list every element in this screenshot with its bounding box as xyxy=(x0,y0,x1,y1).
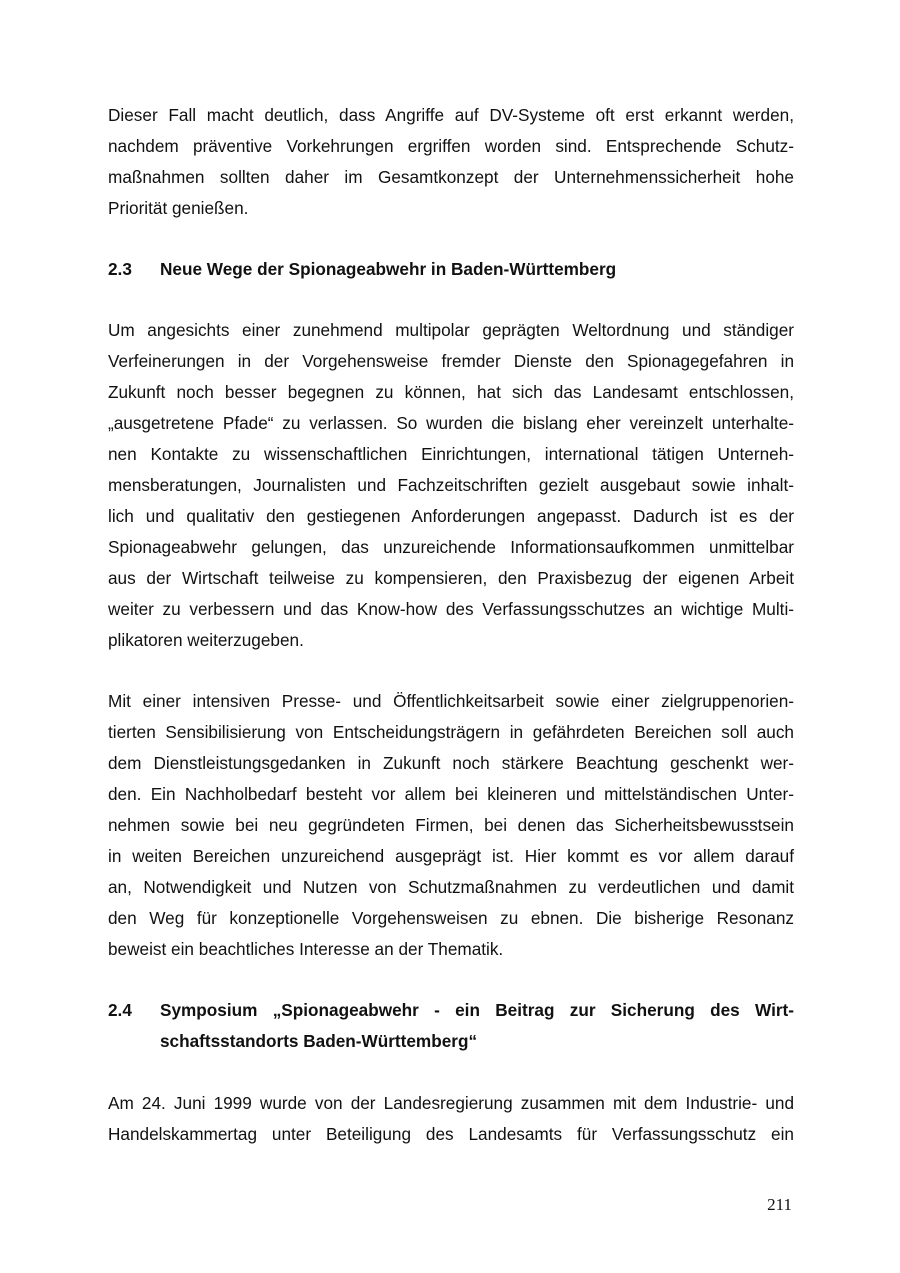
text-line: Verfeinerungen in der Vorgehensweise fremder Dienste den Spionagegefahren in xyxy=(108,351,794,371)
text-line: dem Dienstleistungsgedanken in Zukunft noch stärkere Beachtung geschenkt wer- xyxy=(108,753,794,773)
text-line: den Weg für konzeptionelle Vorgehensweisen zu ebnen. Die bisherige Resonanz xyxy=(108,908,794,928)
page-number: 211 xyxy=(767,1195,792,1214)
section-number: 2.4 xyxy=(108,1000,132,1020)
section-heading-2-4 xyxy=(108,995,794,1057)
text-line: tierten Sensibilisierung von Entscheidungsträgern in gefährdeten Bereichen soll auch xyxy=(108,722,794,742)
paragraph-presse xyxy=(108,686,794,965)
text-line: den. Ein Nachholbedarf besteht vor allem bei kleineren und mittelständischen Unter- xyxy=(108,784,794,804)
text-line: nachdem präventive Vorkehrungen ergriffen worden sind. Entsprechende Schutz- xyxy=(108,136,794,156)
text-line: plikatoren weiterzugeben. xyxy=(108,630,304,650)
text-line: nen Kontakte zu wissenschaftlichen Einrichtungen, international tätigen Unterneh- xyxy=(108,444,794,464)
document-page xyxy=(108,100,794,1150)
text-line: aus der Wirtschaft teilweise zu kompensieren, den Praxisbezug der eigenen Arbeit xyxy=(108,568,794,588)
text-line: nehmen sowie bei neu gegründeten Firmen, bei denen das Sicherheitsbewusstsein xyxy=(108,815,794,835)
text-line: beweist ein beachtliches Interesse an der Thematik. xyxy=(108,939,504,959)
text-line: weiter zu verbessern und das Know-how des Verfassungsschutzes an wichtige Multi- xyxy=(108,599,794,619)
text-line: Zukunft noch besser begegnen zu können, hat sich das Landesamt entschlossen, xyxy=(108,382,794,402)
text-line: lich und qualitativ den gestiegenen Anforderungen angepasst. Dadurch ist es der xyxy=(108,506,794,526)
text-line: mensberatungen, Journalisten und Fachzeitschriften gezielt ausgebaut sowie inhalt- xyxy=(108,475,794,495)
text-line: Am 24. Juni 1999 wurde von der Landesregierung zusammen mit dem Industrie- und xyxy=(108,1093,794,1113)
text-line: Spionageabwehr gelungen, das unzureichende Informationsaufkommen unmittelbar xyxy=(108,537,794,557)
text-line: Mit einer intensiven Presse- und Öffentlichkeitsarbeit sowie einer zielgruppenorien- xyxy=(108,691,794,711)
paragraph-neue-wege xyxy=(108,315,794,656)
section-number: 2.3 xyxy=(108,259,132,279)
section-title: Neue Wege der Spionageabwehr in Baden-Württemberg xyxy=(160,259,617,279)
text-line: „ausgetretene Pfade“ zu verlassen. So wurden die bislang eher vereinzelt unterhalte- xyxy=(108,413,794,433)
section-heading-2-3 xyxy=(108,254,794,285)
text-line: in weiten Bereichen unzureichend ausgeprägt ist. Hier kommt es vor allem darauf xyxy=(108,846,794,866)
paragraph-dv-systeme xyxy=(108,100,794,224)
text-line: Um angesichts einer zunehmend multipolar geprägten Weltordnung und ständiger xyxy=(108,320,794,340)
section-title-line: schaftsstandorts Baden-Württemberg“ xyxy=(160,1031,478,1051)
text-line: Dieser Fall macht deutlich, dass Angriffe auf DV-Systeme oft erst erkannt werden, xyxy=(108,105,794,125)
text-line: Handelskammertag unter Beteiligung des Landesamts für Verfassungsschutz ein xyxy=(108,1124,794,1144)
paragraph-symposium xyxy=(108,1088,794,1150)
text-line: Priorität genießen. xyxy=(108,198,249,218)
text-line: maßnahmen sollten daher im Gesamtkonzept der Unternehmenssicherheit hohe xyxy=(108,167,794,187)
section-title-line: Symposium „Spionageabwehr - ein Beitrag zur Sicherung des Wirt- xyxy=(160,1000,794,1020)
text-line: an, Notwendigkeit und Nutzen von Schutzmaßnahmen zu verdeutlichen und damit xyxy=(108,877,794,897)
